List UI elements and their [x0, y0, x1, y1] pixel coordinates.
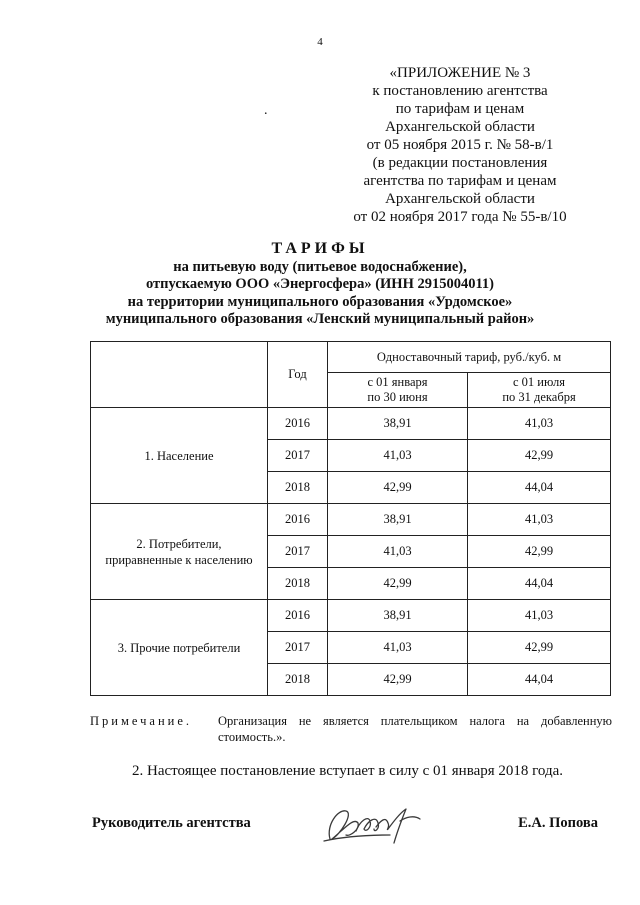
tariff-cell: 41,03: [328, 536, 468, 568]
tariff-cell: 41,03: [328, 632, 468, 664]
consumer-label-line: приравненные к населению: [105, 552, 253, 567]
consumer-label-line: 2. Потребители,: [136, 536, 222, 551]
tariff-cell: 41,03: [468, 504, 611, 536]
appendix-line: от 02 ноября 2017 года № 55-в/10: [353, 209, 567, 225]
consumer-group-label: [91, 408, 268, 504]
tariff-cell: 42,99: [468, 536, 611, 568]
title-main: ТАРИФЫ: [271, 240, 369, 257]
period-line: по 31 декабря: [502, 390, 576, 404]
year-cell: 2018: [268, 664, 328, 696]
year-cell: 2016: [268, 504, 328, 536]
tariff-cell: 38,91: [328, 408, 468, 440]
title-line: отпускаемую ООО «Энергосфера» (ИНН 2915004011): [145, 276, 495, 292]
year-header: Год: [268, 342, 328, 408]
year-cell: 2016: [268, 408, 328, 440]
appendix-line: Архангельской области: [385, 119, 535, 135]
year-cell: 2017: [268, 632, 328, 664]
note-text: Организация не является плательщиком налога на добавленную стоимость.».: [218, 714, 612, 744]
title-line: на территории муниципального образования «Урдомское»: [127, 293, 513, 310]
tariff-cell: 41,03: [468, 600, 611, 632]
tariff-cell: 42,99: [328, 664, 468, 696]
title-line: на питьевую воду (питьевое водоснабжение),: [173, 258, 467, 275]
year-cell: 2016: [268, 600, 328, 632]
period-line: с 01 июля: [513, 375, 566, 389]
document-title: [40, 240, 600, 329]
period-line: с 01 января: [367, 375, 428, 389]
tariff-cell: 44,04: [468, 568, 611, 600]
tariff-cell: 41,03: [328, 440, 468, 472]
tariff-cell: 42,99: [328, 568, 468, 600]
tariff-header: Одноставочный тариф, руб./куб. м: [328, 342, 611, 373]
tariff-cell: 42,99: [468, 440, 611, 472]
appendix-line: к постановлению агентства: [372, 83, 548, 99]
note-label: Примечание.: [90, 714, 193, 728]
period-header-first-half: [328, 373, 468, 408]
title-line: муниципального образования «Ленский муниципальный район»: [105, 311, 535, 327]
tariff-cell: 44,04: [468, 472, 611, 504]
appendix-line: «ПРИЛОЖЕНИЕ № 3: [389, 65, 531, 81]
tariff-cell: 38,91: [328, 504, 468, 536]
period-header-second-half: [468, 373, 611, 408]
consumer-label-line: 3. Прочие потребители: [117, 640, 241, 655]
resolution-paragraph: 2. Настоящее постановление вступает в силу с 01 января 2018 года.: [132, 763, 564, 779]
signatory-position: Руководитель агентства: [92, 815, 251, 831]
period-line: по 30 июня: [367, 390, 428, 404]
tariff-cell: 38,91: [328, 600, 468, 632]
stray-mark: .: [264, 103, 268, 118]
appendix-line: от 05 ноября 2015 г. № 58-в/1: [366, 137, 554, 153]
signature-stroke: [356, 819, 378, 831]
consumer-label-line: 1. Население: [144, 448, 214, 463]
signatory-name: Е.А. Попова: [518, 815, 598, 831]
tariff-table: [90, 341, 611, 696]
signature-strokes: [324, 809, 420, 843]
consumer-group-label: [91, 504, 268, 600]
table-row: [91, 600, 611, 632]
table-row: [91, 504, 611, 536]
year-cell: 2018: [268, 472, 328, 504]
appendix-line: по тарифам и ценам: [395, 101, 525, 117]
tariff-cell: 42,99: [468, 632, 611, 664]
table-row: [91, 408, 611, 440]
year-cell: 2018: [268, 568, 328, 600]
tariff-cell: 44,04: [468, 664, 611, 696]
appendix-header: [330, 64, 590, 226]
appendix-line: Архангельской области: [385, 191, 535, 207]
consumer-header-cell: [91, 342, 268, 408]
appendix-line: агентства по тарифам и ценам: [363, 173, 557, 189]
year-cell: 2017: [268, 536, 328, 568]
appendix-line: (в редакции постановления: [372, 155, 548, 171]
year-cell: 2017: [268, 440, 328, 472]
signature-stroke: [376, 809, 406, 843]
page-number: 4: [317, 36, 323, 48]
signature-image: [316, 795, 426, 851]
tariff-cell: 41,03: [468, 408, 611, 440]
signature-stroke: [329, 811, 358, 839]
consumer-group-label: [91, 600, 268, 696]
tariff-cell: 42,99: [328, 472, 468, 504]
